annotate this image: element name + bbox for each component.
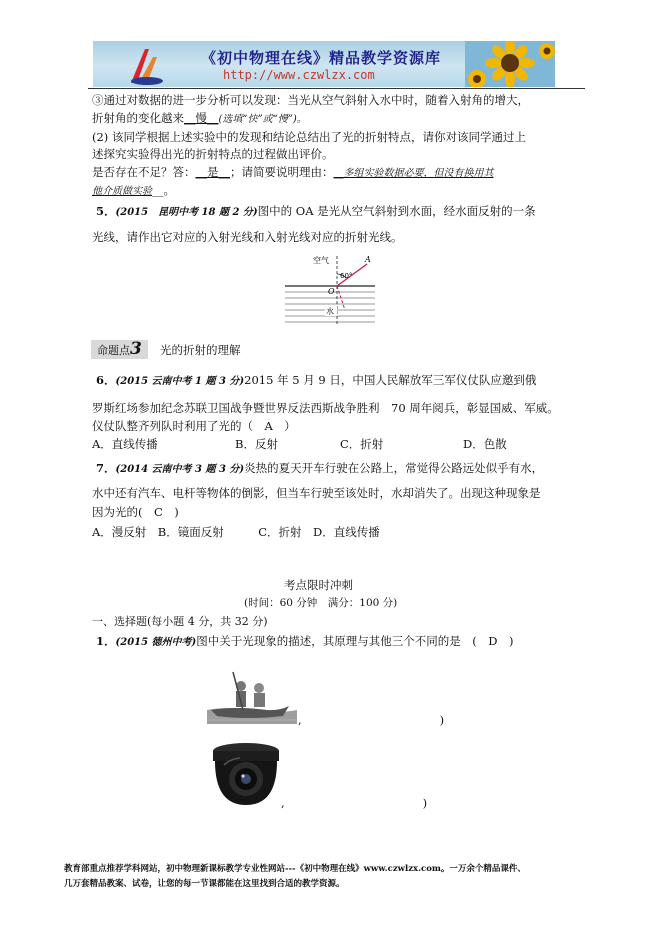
text-line: 因为光的( C ) [92, 505, 179, 519]
text-line: 仪仗队整齐列队时利用了光的（ A ） [92, 419, 296, 433]
text-line: 述探究实验得出光的折射特点的过程做出评价。 [92, 147, 334, 161]
topic-tag: 命题点3 [91, 340, 148, 359]
image-b-caption: , ) [281, 796, 428, 810]
sunflower-icon [465, 41, 555, 87]
header-rule [88, 88, 585, 89]
answer-blank: __是__ [195, 165, 230, 179]
answer-blank: __慢__ [184, 111, 219, 125]
banner-title: 《初中物理在线》精品教学资源库 [201, 49, 442, 67]
boat-image [207, 666, 297, 724]
site-logo-icon [125, 43, 165, 87]
point-a-label: A [365, 255, 371, 264]
options-line: A．漫反射 B．镜面反射 C．折射 D．直线传播 [92, 525, 380, 539]
reflection-diagram [285, 252, 375, 327]
water-label: 水 [326, 307, 334, 316]
text-line: ③通过对数据的进一步分析可以发现：当光从空气斜射入水中时，随着入射角的增大， [92, 93, 529, 107]
text-line: (2) 该同学根据上述实验中的发现和结论总结出了光的折射特点，请你对该同学通过上 [92, 130, 526, 144]
footer-line-1: 教育部重点推荐学科网站，初中物理新课标教学专业性网站---《初中物理在线》www.czwlzx.com。一万余个精品课件、 [64, 864, 526, 874]
security-camera-image [210, 741, 282, 809]
point-o-label: O [328, 287, 335, 296]
section-info: (时间：60 分钟 满分：100 分) [244, 597, 398, 609]
air-label: 空气 [313, 256, 329, 265]
question-1: 1．(2015 德州中考)图中关于光现象的描述，其原理与其他三个不同的是 ( D ) [96, 634, 514, 648]
section-title: 考点限时冲刺 [284, 578, 353, 592]
answer-reason: __多组实验数据必要，但没有换用其 [333, 168, 494, 179]
topic-title: 光的折射的理解 [160, 343, 241, 357]
option-c: C．折射 [340, 437, 384, 451]
text-line: 光线，请作出它对应的入射光线和入射光线对应的折射光线。 [92, 230, 403, 244]
text-line: 罗斯红场参加纪念苏联卫国战争暨世界反法西斯战争胜利 70 周年阅兵，彰显国威、军威。 [92, 401, 559, 415]
image-a-caption: , ) [298, 713, 445, 727]
banner-url: http://www.czwlzx.com [223, 68, 375, 82]
section-part: 一、选择题(每小题 4 分，共 32 分) [92, 615, 268, 628]
angle-label: 60° [340, 272, 353, 280]
text-line: 他介质做实验__。 [92, 183, 175, 197]
option-a: A．直线传播 [92, 437, 158, 451]
question-5: 5．(2015 昆明中考 18 题 2 分)图中的 OA 是光从空气斜射到水面，经水面反射的一条 [96, 204, 536, 218]
question-6: 6．(2015 云南中考 1 题 3 分)2015 年 5 月 9 日，中国人民解放军三军仪仗队应邀到俄 [96, 373, 537, 387]
text-line: 折射角的变化越来__慢__(选填“快”或“慢”)。 [92, 111, 307, 125]
text-line: 是否存在不足？答：__是__；请简要说明理由：__多组实验数据必要，但没有换用其 [92, 165, 494, 179]
header-banner [93, 41, 555, 87]
footer-line-2: 几万套精品教案、试卷，让您的每一节课都能在这里找到合适的教学资源。 [64, 879, 345, 889]
question-7: 7．(2014 云南中考 3 题 3 分)炎热的夏天开车行驶在公路上，常觉得公路远处似乎有水， [96, 461, 544, 475]
text-line: 水中还有汽车、电杆等物体的倒影，但当车行驶至该处时，水却消失了。出现这种现象是 [92, 486, 541, 500]
answer-reason: 他介质做实验 [92, 186, 152, 197]
option-d: D．色散 [463, 437, 507, 451]
option-b: B．反射 [235, 437, 278, 451]
